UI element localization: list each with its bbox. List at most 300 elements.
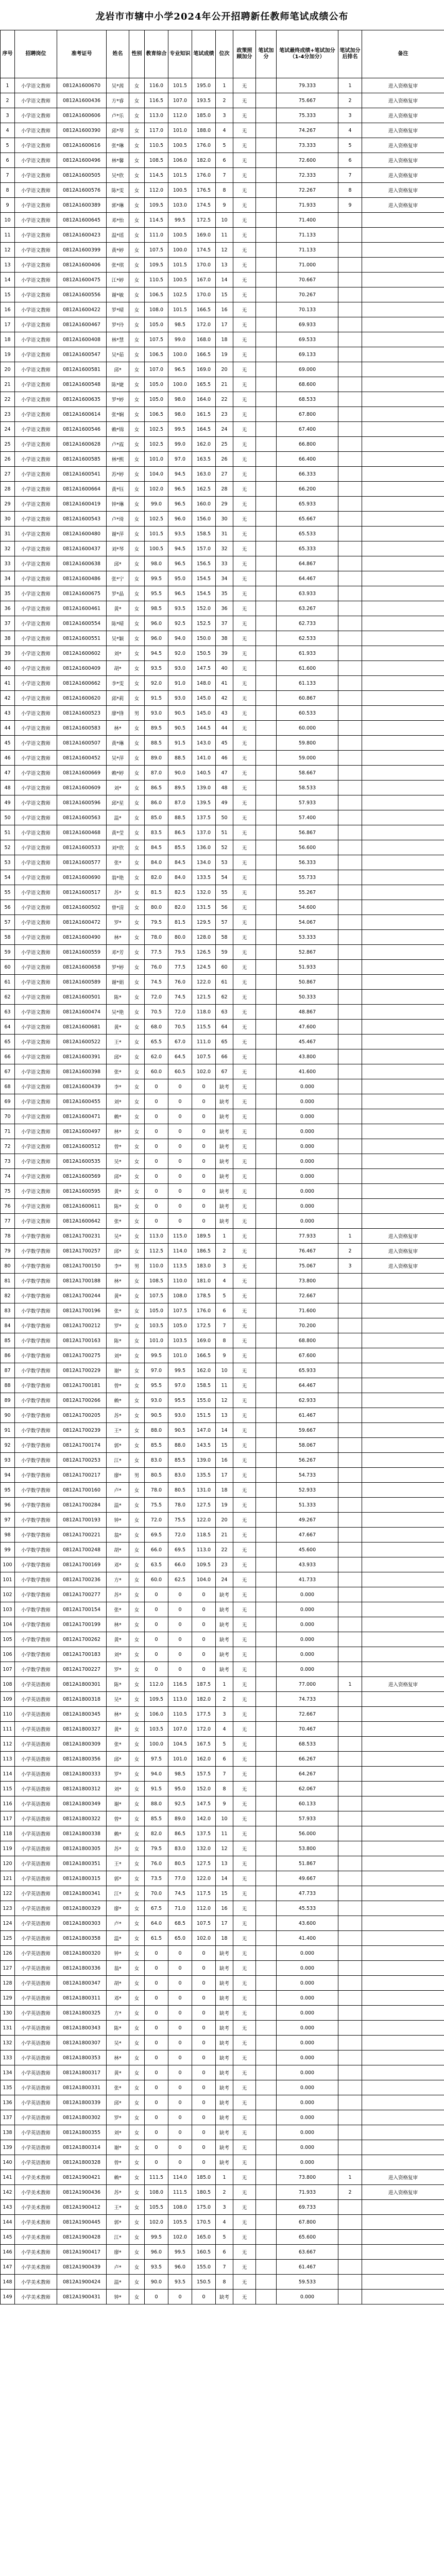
table-cell: 55 — [216, 885, 233, 900]
table-cell: 赖*婷 — [107, 766, 129, 781]
table-cell: 罗* — [107, 2110, 129, 2125]
table-cell: 小学语文教师 — [15, 407, 57, 422]
table-cell: 101.5 — [168, 302, 192, 317]
table-cell: 96.0 — [145, 616, 168, 631]
table-cell: 0812A1800336 — [57, 1961, 107, 1976]
table-cell: 107.5 — [145, 1289, 168, 1303]
table-cell: 144 — [1, 2215, 15, 2230]
table-cell: 48 — [216, 781, 233, 795]
table-cell — [256, 2260, 277, 2275]
table-cell: 183.0 — [192, 1259, 216, 1274]
table-cell: 0 — [145, 2095, 168, 2110]
table-cell: 0 — [145, 1617, 168, 1632]
table-cell: 117.5 — [192, 1886, 216, 1901]
table-cell: 46 — [216, 751, 233, 766]
table-cell: 女 — [129, 1214, 145, 1229]
table-cell: 170.0 — [192, 258, 216, 273]
table-cell — [338, 1184, 362, 1199]
table-cell: 女 — [129, 482, 145, 497]
table-cell: 7 — [216, 2260, 233, 2275]
table-cell — [256, 1289, 277, 1303]
table-cell: 54.067 — [277, 915, 338, 930]
table-cell: 小学英语教师 — [15, 1856, 57, 1871]
table-cell: 刘* — [107, 1094, 129, 1109]
table-cell: 61.5 — [145, 1931, 168, 1946]
table-cell: 小学数学教师 — [15, 1393, 57, 1408]
table-cell — [338, 1782, 362, 1797]
table-cell — [338, 527, 362, 541]
table-cell: 女 — [129, 885, 145, 900]
table-cell: 女 — [129, 1826, 145, 1841]
table-cell: 卢*琦 — [107, 512, 129, 527]
table-cell: 1 — [338, 78, 362, 93]
table-cell: 小学语文教师 — [15, 1124, 57, 1139]
table-cell: 97.5 — [145, 1752, 168, 1767]
table-cell: 16 — [1, 302, 15, 317]
table-cell: 无 — [233, 1289, 256, 1303]
table-cell: 0812A1600399 — [57, 243, 107, 258]
table-cell: 0 — [192, 1214, 216, 1229]
table-cell: 女 — [129, 1423, 145, 1438]
table-cell — [338, 1692, 362, 1707]
table-cell — [256, 1020, 277, 1035]
table-cell — [338, 1393, 362, 1408]
table-cell: 114.0 — [168, 2170, 192, 2185]
table-cell: 0812A1800355 — [57, 2125, 107, 2140]
table-row — [1, 1782, 444, 1797]
table-row — [1, 2125, 444, 2140]
table-cell: 107.5 — [145, 243, 168, 258]
table-cell — [256, 198, 277, 213]
table-cell: 苏* — [107, 1587, 129, 1602]
table-cell: 82 — [1, 1289, 15, 1303]
table-cell: 0.000 — [277, 1617, 338, 1632]
table-cell — [338, 1005, 362, 1020]
table-cell: 90.0 — [145, 2275, 168, 2290]
table-row — [1, 1991, 444, 2006]
table-cell: 无 — [233, 2200, 256, 2215]
table-cell: 49.267 — [277, 1513, 338, 1528]
table-cell: 5 — [216, 138, 233, 153]
table-cell: 女 — [129, 1692, 145, 1707]
table-cell: 林*慧 — [107, 332, 129, 347]
table-cell: 女 — [129, 945, 145, 960]
table-cell: 缺考 — [216, 2140, 233, 2155]
table-cell: 101.0 — [145, 1333, 168, 1348]
table-cell: 2 — [338, 93, 362, 108]
table-cell: 86 — [1, 1348, 15, 1363]
table-cell: 女 — [129, 616, 145, 631]
table-cell — [256, 945, 277, 960]
table-cell: 无 — [233, 1543, 256, 1557]
table-cell: 邱* — [107, 1169, 129, 1184]
table-cell — [338, 721, 362, 736]
table-cell: 缺考 — [216, 1587, 233, 1602]
table-cell — [256, 2230, 277, 2245]
table-cell: 刘* — [107, 781, 129, 795]
table-cell: 101 — [1, 1572, 15, 1587]
table-cell — [338, 213, 362, 228]
table-cell — [362, 287, 444, 302]
table-cell: 无 — [233, 915, 256, 930]
table-cell: 0812A1700174 — [57, 1438, 107, 1453]
table-row — [1, 347, 444, 362]
table-cell: 22 — [216, 1543, 233, 1557]
table-cell: 卢* — [107, 2260, 129, 2275]
table-cell: 无 — [233, 1393, 256, 1408]
table-cell — [362, 2125, 444, 2140]
table-cell — [338, 1169, 362, 1184]
table-cell: 64.5 — [168, 1049, 192, 1064]
table-cell: 女 — [129, 2065, 145, 2080]
table-cell — [256, 2185, 277, 2200]
table-cell: 47 — [216, 766, 233, 781]
table-cell: 0 — [192, 2065, 216, 2080]
table-cell: 无 — [233, 1064, 256, 1079]
table-cell: 113.0 — [168, 1692, 192, 1707]
table-cell: 55.267 — [277, 885, 338, 900]
table-cell: 61 — [1, 975, 15, 990]
table-cell: 谢*敏 — [107, 287, 129, 302]
table-cell: 91.0 — [168, 676, 192, 691]
table-cell: 无 — [233, 1916, 256, 1931]
table-cell: 0812A1700160 — [57, 1483, 107, 1498]
table-cell: 女 — [129, 243, 145, 258]
table-row — [1, 1154, 444, 1169]
table-cell: 0812A1900439 — [57, 2260, 107, 2275]
table-cell — [362, 1199, 444, 1214]
table-cell: 107.0 — [168, 93, 192, 108]
table-cell — [256, 1856, 277, 1871]
table-cell: 80 — [1, 1259, 15, 1274]
table-cell: 0812A1800303 — [57, 1916, 107, 1931]
table-cell: 85.0 — [145, 810, 168, 825]
table-cell: 无 — [233, 198, 256, 213]
table-cell: 166.5 — [192, 302, 216, 317]
table-cell — [362, 2080, 444, 2095]
table-cell: 女 — [129, 1707, 145, 1722]
table-cell: 60.867 — [277, 691, 338, 706]
table-cell: 114 — [1, 1767, 15, 1782]
table-cell — [256, 302, 277, 317]
table-cell: 104 — [1, 1617, 15, 1632]
table-cell — [256, 2140, 277, 2155]
table-cell: 0812A1600642 — [57, 1214, 107, 1229]
table-cell: 69 — [1, 1094, 15, 1109]
table-cell: 无 — [233, 258, 256, 273]
table-cell: 50 — [1, 810, 15, 825]
table-cell: 3 — [338, 108, 362, 123]
table-cell: 126.5 — [192, 945, 216, 960]
table-cell: 0812A1600419 — [57, 497, 107, 512]
table-cell — [338, 1617, 362, 1632]
table-cell: 苏* — [107, 1408, 129, 1423]
table-cell: 169.0 — [192, 362, 216, 377]
table-cell: 小学语文教师 — [15, 1214, 57, 1229]
table-cell: 101.0 — [168, 1348, 192, 1363]
table-cell: 87.0 — [168, 795, 192, 810]
table-cell: 女 — [129, 975, 145, 990]
table-row — [1, 1289, 444, 1303]
table-cell: 0 — [192, 1617, 216, 1632]
table-cell: 胡* — [107, 1543, 129, 1557]
table-row — [1, 422, 444, 437]
table-cell — [256, 810, 277, 825]
table-cell — [338, 661, 362, 676]
table-cell: 小学英语教师 — [15, 1826, 57, 1841]
table-cell: 郭*琳 — [107, 198, 129, 213]
table-row — [1, 706, 444, 721]
table-cell: 温* — [107, 810, 129, 825]
table-cell: 小学英语教师 — [15, 1871, 57, 1886]
table-cell: 缺考 — [216, 1169, 233, 1184]
table-row — [1, 2080, 444, 2095]
table-cell: 96.5 — [168, 362, 192, 377]
table-cell: 136 — [1, 2095, 15, 2110]
table-cell: 无 — [233, 900, 256, 915]
table-cell: 无 — [233, 1826, 256, 1841]
table-cell: 112 — [1, 1737, 15, 1752]
table-cell: 小学数学教师 — [15, 1543, 57, 1557]
table-cell: 缺考 — [216, 1124, 233, 1139]
table-cell: 182.0 — [192, 1692, 216, 1707]
table-cell: 0.000 — [277, 2140, 338, 2155]
table-cell — [338, 1901, 362, 1916]
table-cell — [362, 2275, 444, 2290]
table-cell: 女 — [129, 1841, 145, 1856]
table-cell: 小学语文教师 — [15, 930, 57, 945]
table-cell: 苏* — [107, 1841, 129, 1856]
table-cell: 缺考 — [216, 2290, 233, 2304]
table-row — [1, 1931, 444, 1946]
table-cell: 女 — [129, 2155, 145, 2170]
table-cell: 郭* — [107, 2215, 129, 2230]
table-cell: 155.0 — [192, 1393, 216, 1408]
table-cell: 苏* — [107, 2185, 129, 2200]
table-cell: 小学英语教师 — [15, 2021, 57, 2036]
table-cell — [338, 1931, 362, 1946]
table-cell — [362, 870, 444, 885]
table-cell — [362, 2095, 444, 2110]
table-cell: 吴*茹 — [107, 347, 129, 362]
table-cell: 无 — [233, 1976, 256, 1991]
table-cell: 黄* — [107, 1184, 129, 1199]
table-cell: 2 — [216, 1244, 233, 1259]
table-cell — [362, 1124, 444, 1139]
table-cell — [256, 751, 277, 766]
table-cell: 12 — [1, 243, 15, 258]
table-cell: 11 — [216, 1378, 233, 1393]
table-cell: 0812A1600577 — [57, 855, 107, 870]
table-cell: 0 — [192, 2006, 216, 2021]
table-cell: 小学英语教师 — [15, 1737, 57, 1752]
table-cell: 罗* — [107, 1662, 129, 1677]
table-cell — [256, 975, 277, 990]
table-cell — [256, 108, 277, 123]
table-cell: 0812A1600452 — [57, 751, 107, 766]
table-cell: 缺考 — [216, 1109, 233, 1124]
table-cell: 女 — [129, 1513, 145, 1528]
table-cell: 0812A1600664 — [57, 482, 107, 497]
table-cell: 0.000 — [277, 1139, 338, 1154]
table-cell: 77.933 — [277, 1229, 338, 1244]
table-cell: 林* — [107, 721, 129, 736]
table-cell: 邱* — [107, 362, 129, 377]
table-cell: 60.5 — [168, 1064, 192, 1079]
table-row — [1, 243, 444, 258]
table-cell: 0812A1600523 — [57, 706, 107, 721]
table-cell: 105.0 — [145, 377, 168, 392]
table-cell: 邱* — [107, 556, 129, 571]
table-cell: 67.800 — [277, 407, 338, 422]
table-cell: 缺考 — [216, 1617, 233, 1632]
table-cell: 25 — [1, 437, 15, 452]
table-cell: 女 — [129, 2200, 145, 2215]
table-cell: 140.5 — [192, 766, 216, 781]
table-cell: 小学语文教师 — [15, 228, 57, 243]
table-cell: 黄*琳 — [107, 736, 129, 751]
table-cell: 小学语文教师 — [15, 766, 57, 781]
table-cell — [362, 1946, 444, 1961]
table-row — [1, 601, 444, 616]
table-cell — [338, 1811, 362, 1826]
table-cell — [362, 527, 444, 541]
table-cell: 无 — [233, 1991, 256, 2006]
table-cell: 72.0 — [145, 1513, 168, 1528]
table-cell: 172.5 — [192, 1318, 216, 1333]
table-cell: 5 — [216, 1737, 233, 1752]
table-cell — [338, 1961, 362, 1976]
table-cell: 78.0 — [145, 930, 168, 945]
table-cell: 58 — [1, 930, 15, 945]
table-cell: 0.000 — [277, 1602, 338, 1617]
table-cell: 0812A1700199 — [57, 1617, 107, 1632]
table-row — [1, 1528, 444, 1543]
table-cell: 13 — [216, 1856, 233, 1871]
table-cell: 小学语文教师 — [15, 586, 57, 601]
table-cell — [338, 571, 362, 586]
table-cell — [256, 2170, 277, 2185]
table-row — [1, 1079, 444, 1094]
table-cell: 154.5 — [192, 586, 216, 601]
table-cell: 无 — [233, 1752, 256, 1767]
table-cell: 43.933 — [277, 1557, 338, 1572]
table-cell: 0812A1700257 — [57, 1244, 107, 1259]
table-cell — [362, 601, 444, 616]
table-cell: 0812A1600436 — [57, 93, 107, 108]
table-cell: 0 — [192, 1094, 216, 1109]
table-cell: 女 — [129, 1722, 145, 1737]
table-cell: 70.667 — [277, 273, 338, 287]
table-cell: 122.0 — [192, 1871, 216, 1886]
table-cell — [256, 2036, 277, 2050]
table-cell: 5 — [1, 138, 15, 153]
table-cell — [338, 1049, 362, 1064]
table-cell: 无 — [233, 168, 256, 183]
table-cell: 65.933 — [277, 497, 338, 512]
table-cell: 女 — [129, 1483, 145, 1498]
table-cell: 70 — [1, 1109, 15, 1124]
table-cell: 160.0 — [192, 497, 216, 512]
table-cell: 王* — [107, 1856, 129, 1871]
table-row — [1, 1274, 444, 1289]
table-cell: 136.0 — [192, 840, 216, 855]
table-cell: 钟* — [107, 1946, 129, 1961]
table-cell — [256, 1513, 277, 1528]
table-cell: 无 — [233, 601, 256, 616]
table-cell — [362, 960, 444, 975]
table-cell: 12 — [216, 1393, 233, 1408]
table-cell — [256, 631, 277, 646]
table-cell: 0 — [192, 1169, 216, 1184]
table-cell: 116.5 — [168, 1677, 192, 1692]
table-cell: 0812A1600563 — [57, 810, 107, 825]
table-cell — [362, 1752, 444, 1767]
table-cell: 63.5 — [145, 1557, 168, 1572]
table-cell: 无 — [233, 362, 256, 377]
table-cell — [338, 1348, 362, 1363]
table-cell — [362, 1303, 444, 1318]
table-cell: 79.333 — [277, 78, 338, 93]
table-cell: 72 — [1, 1139, 15, 1154]
table-cell: 无 — [233, 646, 256, 661]
table-row — [1, 273, 444, 287]
table-cell: 94.5 — [145, 646, 168, 661]
table-cell — [338, 1991, 362, 2006]
table-cell: 32 — [216, 541, 233, 556]
table-cell: 69.933 — [277, 317, 338, 332]
table-cell: 小学美术教师 — [15, 2260, 57, 2275]
table-cell: 小学语文教师 — [15, 631, 57, 646]
table-cell: 刘* — [107, 1647, 129, 1662]
table-cell: 无 — [233, 1528, 256, 1543]
table-cell: 邓*怡 — [107, 213, 129, 228]
table-row — [1, 183, 444, 198]
table-cell: 111.0 — [145, 228, 168, 243]
table-cell: 63 — [1, 1005, 15, 1020]
table-cell — [256, 153, 277, 168]
table-cell: 69.5 — [145, 1528, 168, 1543]
table-cell — [362, 1692, 444, 1707]
table-cell: 43 — [216, 706, 233, 721]
table-cell — [338, 2200, 362, 2215]
table-cell: 18 — [216, 1931, 233, 1946]
table-cell: 女 — [129, 556, 145, 571]
table-cell: 59 — [216, 945, 233, 960]
table-cell: 女 — [129, 1020, 145, 1035]
table-cell — [338, 1841, 362, 1856]
table-cell: 0812A1700188 — [57, 1274, 107, 1289]
table-cell: 8 — [216, 2275, 233, 2290]
table-cell: 0 — [168, 1214, 192, 1229]
table-cell: 0 — [168, 2080, 192, 2095]
table-row — [1, 990, 444, 1005]
table-cell: 小学语文教师 — [15, 273, 57, 287]
table-cell: 36 — [1, 601, 15, 616]
table-cell: 9 — [1, 198, 15, 213]
table-cell: 74 — [1, 1169, 15, 1184]
table-cell — [338, 1274, 362, 1289]
table-cell — [362, 571, 444, 586]
table-cell: 0.000 — [277, 1109, 338, 1124]
table-cell: 1 — [338, 2170, 362, 2185]
table-cell: 8 — [216, 183, 233, 198]
table-cell: 8 — [338, 183, 362, 198]
table-cell — [362, 1184, 444, 1199]
table-cell — [338, 1946, 362, 1961]
table-cell: 84.0 — [145, 855, 168, 870]
table-cell: 66.200 — [277, 482, 338, 497]
